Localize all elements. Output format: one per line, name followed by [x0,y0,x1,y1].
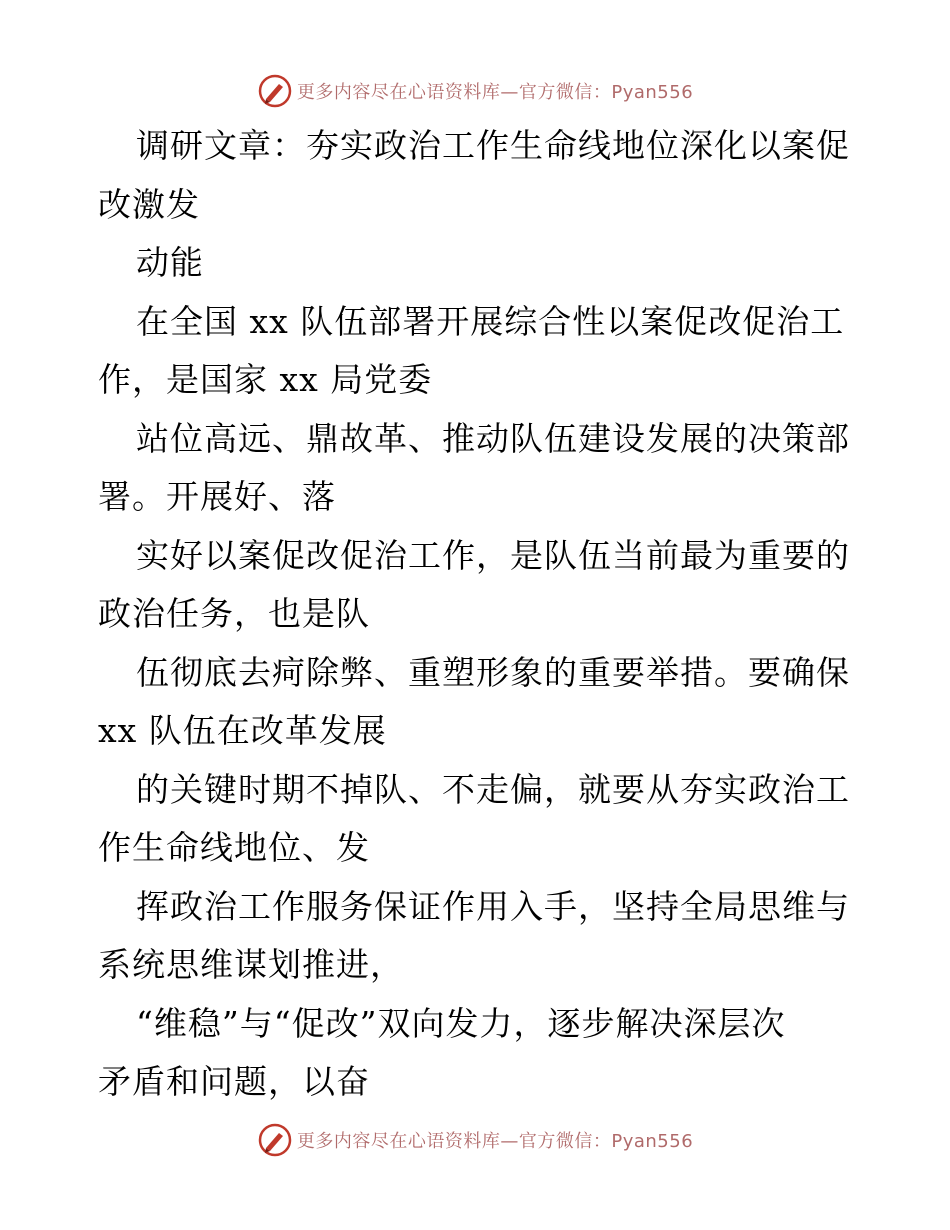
paragraph-line: xx 队伍在改革发展 [98,711,387,750]
title-line-3: 动能 [136,243,204,282]
pen-logo-icon [257,73,293,109]
watermark-text: 更多内容尽在心语资料库—官方微信：Pyan556 [296,82,694,103]
paragraph-line: 署。开展好、落 [98,477,336,516]
pen-logo-icon [257,1122,293,1158]
paragraph-line: 作，是国家 xx 局党委 [98,360,433,399]
paragraph-line: 的关键时期不掉队、不走偏，就要从夯实政治工 [136,769,850,809]
header-watermark [0,71,950,111]
title-line-2: 改激发 [98,184,200,224]
paragraph-line: 系统思维谋划推进， [98,945,404,984]
footer-watermark [0,1120,950,1160]
watermark-text: 更多内容尽在心语资料库—官方微信：Pyan556 [296,1131,694,1152]
paragraph-line: 实好以案促改促治工作，是队伍当前最为重要的 [136,535,850,575]
paragraph-line: 站位高远、鼎故革、推动队伍建设发展的决策部 [136,418,850,458]
paragraph-line: 矛盾和问题，以奋 [98,1062,370,1101]
paragraph-line: 在全国 xx 队伍部署开展综合性以案促改促治工 [136,301,845,341]
paragraph-line: 作生命线地位、发 [98,828,370,867]
document-body [98,117,858,1112]
paragraph-line: “维稳”与“促改”双向发力，逐步解决深层次 [136,1003,786,1043]
paragraph-line: 政治任务，也是队 [98,594,370,633]
paragraph-line: 挥政治工作服务保证作用入手，坚持全局思维与 [136,886,850,926]
title-line-1: 调研文章：夯实政治工作生命线地位深化以案促 [136,126,850,165]
paragraph-line: 伍彻底去疴除弊、重塑形象的重要举措。要确保 [136,652,850,692]
